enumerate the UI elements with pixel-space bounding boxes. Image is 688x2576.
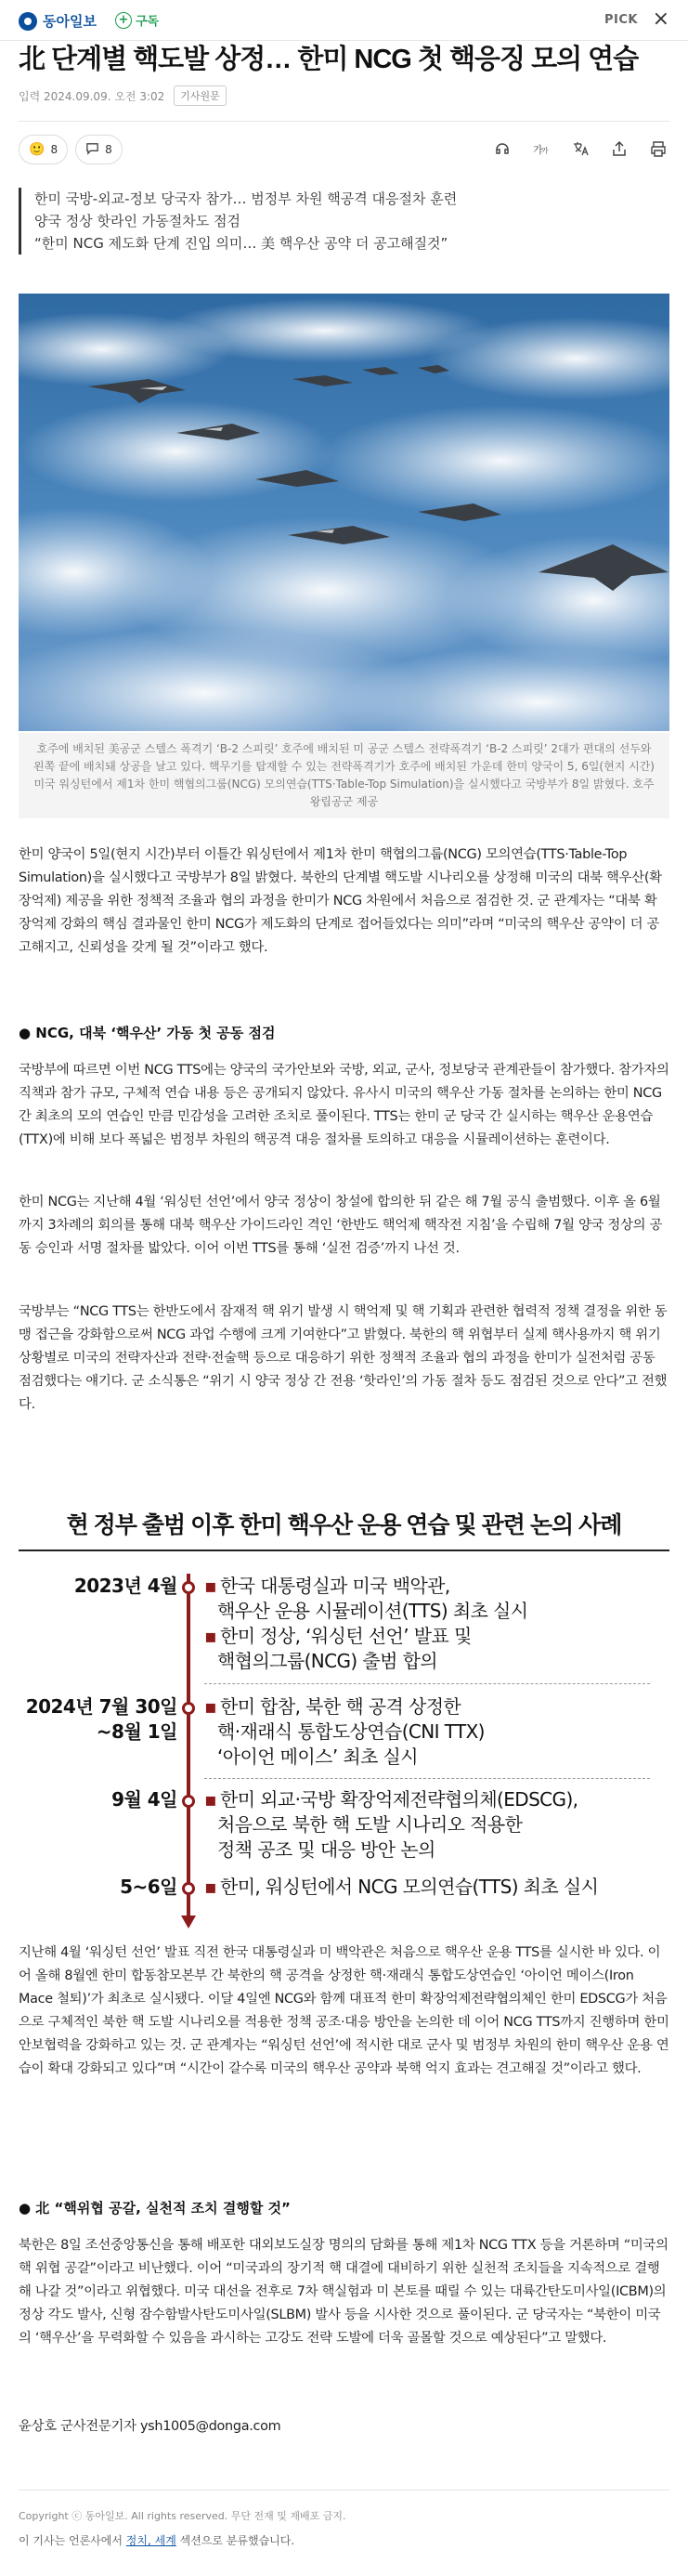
- reaction-bar: [19, 135, 123, 164]
- published-date: 입력 2024.09.09. 오전 3:02: [19, 89, 165, 103]
- article-footer: [19, 2508, 669, 2548]
- divider: [19, 2490, 669, 2491]
- article-meta: [19, 85, 227, 106]
- comment-button[interactable]: [75, 135, 123, 164]
- timeline-item: ▪ 한미 합참, 북한 핵 공격 상정한: [204, 1695, 461, 1718]
- byline: 윤상호 군사전문기자 ysh1005@donga.com: [19, 2419, 281, 2434]
- share-icon[interactable]: [608, 137, 630, 160]
- timeline-dot: [182, 1581, 195, 1594]
- body-paragraph: 한미 NCG는 지난해 4월 ‘워싱턴 선언’에서 양국 정상이 창설에 합의한 뒤 같은 해 7월 공식 출범했다. 이후 올 6월까지 3차례의 회의를 통해 대북 핵우산 가이드라인 격인 ‘한반도 핵억제 핵작전 지침’을 수립해 7월 양국 정상의 공동 승인과 서명 절차를 밟았다. 이어 이번 TTS를 통해 ‘실전 검증’까지 나선 것.: [19, 1195, 663, 1256]
- svg-text:가: 가: [533, 144, 543, 156]
- timeline-date: ~8월 1일: [96, 1720, 177, 1743]
- timeline-item: 정책 공조 및 대응 방안 논의: [217, 1838, 435, 1861]
- summary-line: “한미 NCG 제도화 단계 진입 의미… 美 핵우산 공약 더 공고해질것”: [34, 235, 448, 252]
- pick-badge: PICK: [604, 13, 638, 27]
- font-size-icon[interactable]: [530, 137, 552, 160]
- top-bar: [0, 0, 688, 41]
- timeline-date: 2023년 4월: [73, 1575, 177, 1597]
- emotion-reaction-button[interactable]: [19, 135, 68, 164]
- infographic-title: 현 정부 출범 이후 한미 핵우산 운용 연습 및 관련 논의 사례: [66, 1512, 622, 1538]
- timeline-item: 핵협의그룹(NCG) 출범 합의: [217, 1650, 438, 1672]
- timeline-dot: [182, 1702, 195, 1715]
- caption-text: 호주에 배치된 美공군 스텔스 폭격기 ‘B-2 스피릿’ 호주에 배치된 미 공군 스텔스 전략폭격기 ‘B-2 스피릿’ 2대가 편대의 선두와 왼쪽 끝에 배치돼 상공을 날고 있다. 핵무기를 탑재할 수 있는 전략폭격기가 호주에 배치된 가운데 한미 양국이 5, 6일(현지 시간) 미국 워싱턴에서 제1차 한미 핵협의그룹(NCG) 모의연습(TTS·Table-Top Simulation)을 실시했다고 국방부가 8일 밝혔다. 호주 왕립공군 제공: [33, 742, 655, 808]
- donga-logo-icon: [19, 12, 37, 31]
- section-subhead: ● 北 “핵위협 공갈, 실천적 조치 결행할 것”: [19, 2200, 291, 2216]
- body-paragraph: 국방부에 따르면 이번 NCG TTS에는 양국의 국가안보와 국방, 외교, 군사, 정보당국 관계관들이 참가했다. 참가자의 직책과 참가 규모, 구체적 연습 내용 등은 공개되지 않았다. 유사시 미국의 핵우산 가동 절차를 논의하는 한미 NCG 간 최초의 모의 연습인 만큼 민감성을 고려한 조치로 풀이된다. TTS는 한미 군 당국 간 실시하는 핵우산 운용연습(TTX)에 비해 보다 폭넓은 범정부 차원의 핵공격 대응 절차를 토의하고 대응을 시뮬레이션하는 훈련이다.: [19, 1063, 669, 1147]
- subscribe-button[interactable]: [115, 11, 159, 29]
- divider: [19, 121, 669, 122]
- print-icon[interactable]: [647, 137, 669, 160]
- body-paragraph: 국방부는 “NCG TTS는 한반도에서 잠재적 핵 위기 발생 시 핵억제 및 핵 기획과 관련한 협력적 정책 결정을 위한 동맹 접근을 강화함으로써 NCG 과업 수행에 크게 기여한다”고 밝혔다. 북한의 핵 위협부터 실제 핵사용까지 핵 위기 상황별로 미국의 전략자산과 전략·전술핵 등으로 대응하기 위한 정책적 조율과 협의 과정을 한미가 실전처럼 공동 점검했다는 얘기다. 군 소식통은 “위기 시 양국 정상 간 전용 ‘핫라인’의 가동 절차 등도 점검된 것으로 안다”고 전했다.: [19, 1304, 668, 1412]
- svg-text:가: 가: [541, 147, 549, 155]
- timeline-arrow-icon: [181, 1916, 196, 1929]
- body-paragraph: 한미 양국이 5일(현지 시간)부터 이틀간 워싱턴에서 제1차 한미 핵협의그룹(NCG) 모의연습(TTS·Table-Top Simulation)을 실시했다고 국방부가 8일 밝혔다. 북한의 단계별 핵도발 시나리오를 상정해 미국의 대북 핵우산(확장억제) 제공을 위한 정책적 조율과 협의 과정을 한미가 NCG 차원에서 처음으로 점검한 것. 군 관계자는 “대북 확장억제 강화의 핵심 결과물인 한미 NCG가 제도화의 단계로 접어들었다는 의미”라며 “미국의 핵우산 공약이 더 공고해지고, 신뢰성을 갖게 될 것”이라고 했다.: [19, 847, 662, 955]
- timeline-item: ▪ 한미, 워싱턴에서 NCG 모의연습(TTS) 최초 실시: [204, 1876, 599, 1898]
- close-icon[interactable]: ×: [652, 7, 669, 31]
- timeline-item: ▪ 한국 대통령실과 미국 백악관,: [204, 1575, 450, 1597]
- copyright: Copyright ⓒ 동아일보. All rights reserved. 무단 전재 및 재배포 금지.: [19, 2510, 346, 2522]
- comment-icon: [85, 141, 99, 159]
- timeline-dot: [182, 1795, 195, 1808]
- section-info: 이 기사는 언론사에서 정치, 세계 섹션으로 분류했습니다.: [19, 2534, 295, 2547]
- summary-line: 양국 정상 핫라인 가동절차도 점검: [34, 213, 240, 229]
- timeline-separator: [204, 1683, 650, 1684]
- timeline-separator: [204, 1778, 650, 1779]
- timeline-item: 핵우산 운용 시뮬레이션(TTS) 최초 실시: [217, 1600, 528, 1622]
- body-paragraph: 북한은 8일 조선중앙통신을 통해 배포한 대외보도실장 명의의 담화를 통해 제1차 NCG TTX 등을 거론하며 “미국의 핵 위협 공갈”이라고 비난했다. 이어 “미국과의 장기적 핵 대결에 대비하기 위한 실천적 조치들을 지속적으로 결행해 나갈 것”이라고 위협했다. 미국 대선을 전후로 7차 핵실험과 미 본토를 때릴 수 있는 대륙간탄도미사일(ICBM)의 정상 각도 발사, 신형 잠수함발사탄도미사일(SLBM) 발사 등을 시사한 것으로 풀이된다. 군 당국자는 “북한이 미국의 ‘핵우산’을 무력화할 수 있음을 과시하는 고강도 전략 도발에 더욱 골몰할 것으로 예상된다”고 말했다.: [19, 2238, 669, 2346]
- article-title: 北 단계별 핵도발 상정… 한미 NCG 첫 핵응징 모의 연습: [19, 45, 639, 74]
- subscribe-label: 구독: [136, 15, 160, 29]
- timeline-item: 핵·재래식 통합도상연습(CNI TTX): [217, 1720, 485, 1743]
- aircraft-formation-image: [19, 294, 669, 731]
- timeline-item: ▪ 한미 외교·국방 확장억제전략협의체(EDSCG),: [204, 1788, 578, 1811]
- timeline-infographic: [19, 1507, 669, 1925]
- timeline-date: 2024년 7월 30일: [25, 1695, 177, 1718]
- timeline-item: ▪ 한미 정상, ‘워싱턴 선언’ 발표 및: [204, 1625, 472, 1647]
- comment-count: 8: [105, 143, 112, 156]
- press-logo[interactable]: [19, 11, 97, 31]
- listen-icon[interactable]: [491, 137, 513, 160]
- photo-caption: [19, 733, 669, 818]
- article-summary: [19, 188, 457, 255]
- article-photo[interactable]: [19, 294, 669, 731]
- section-link[interactable]: 정치, 세계: [125, 2534, 176, 2547]
- timeline-date: 5~6일: [120, 1876, 177, 1898]
- timeline-item: ‘아이언 메이스’ 최초 실시: [217, 1746, 418, 1768]
- title-rule: [19, 1550, 669, 1551]
- timeline-dot: [182, 1882, 195, 1895]
- body-paragraph: 지난해 4월 ‘워싱턴 선언’ 발표 직전 한국 대통령실과 미 백악관은 처음으로 핵우산 운용 TTS를 실시한 바 있다. 이어 올해 8월엔 한미 합동참모본부 간 북한의 핵 공격을 상정한 핵·재래식 통합도상연습인 ‘아이언 메이스(Iron Mace 철퇴)’가 최초로 실시됐다. 이달 4일엔 NCG와 함께 대표적 한미 확장억제전략협의체인 한미 EDSCG가 처음으로 구체적인 북한 핵 도발 시나리오를 적용한 정책 공조·대응 방안을 논의한 데 이어 NCG TTS까지 진행하며 한미 안보협력을 강화하고 있는 것. 군 관계자는 “워싱턴 선언’에 적시한 대로 군사 및 범정부 차원의 한미 핵우산 운용 연습이 확대 강화되고 있다”며 “시간이 갈수록 미국의 핵우산 공약과 북핵 억지 효과는 견고해질 것”이라고 했다.: [19, 1945, 669, 2076]
- timeline-date: 9월 4일: [111, 1788, 177, 1811]
- original-article-button[interactable]: 기사원문: [174, 85, 227, 106]
- section-subhead: ● NCG, 대북 ‘핵우산’ 가동 첫 공동 점검: [19, 1025, 276, 1041]
- translate-icon[interactable]: [569, 137, 591, 160]
- timeline-line: [187, 1574, 190, 1923]
- emoji-icon: 🙂: [29, 142, 45, 157]
- reaction-count: 8: [50, 143, 58, 156]
- press-name: 동아일보: [43, 13, 97, 30]
- summary-line: 한미 국방-외교-정보 당국자 참가… 범정부 차원 핵공격 대응절차 훈련: [34, 190, 458, 207]
- timeline-item: 처음으로 북한 핵 도발 시나리오 적용한: [217, 1813, 523, 1836]
- article-tools: [491, 137, 669, 160]
- plus-icon: +: [115, 12, 132, 29]
